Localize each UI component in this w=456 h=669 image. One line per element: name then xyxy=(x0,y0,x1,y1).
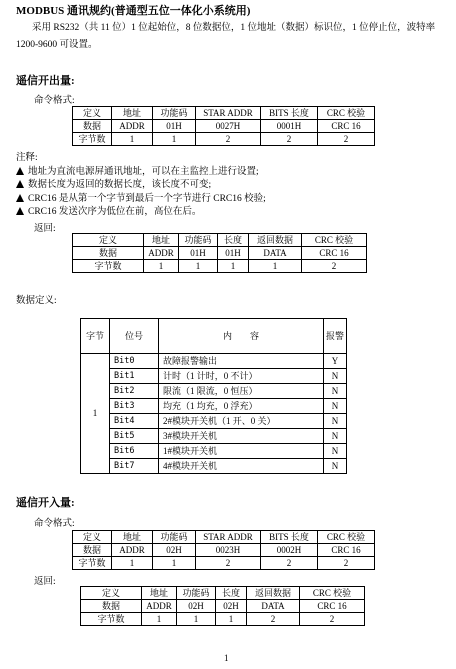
bit-cell: Bit2 xyxy=(110,384,159,399)
section1-command-label: 命令格式: xyxy=(34,96,75,106)
table-cell: STAR ADDR xyxy=(196,107,261,120)
notes-label: 注释: xyxy=(16,153,38,163)
content-cell: 限流（1 限流，0 恒压） xyxy=(159,384,324,399)
alarm-cell: N xyxy=(324,444,347,459)
table-header-row xyxy=(81,587,365,600)
table-cell: 01H xyxy=(218,247,249,260)
table-cell: 1 xyxy=(144,260,179,273)
section1-return-label: 返回: xyxy=(34,224,56,234)
table-cell: 2 xyxy=(302,260,367,273)
table-cell: 字节数 xyxy=(73,557,112,570)
table-row xyxy=(81,414,347,429)
byte-cell: 1 xyxy=(81,354,110,474)
note-item: 数据长度为返回的数据长度，该长度不可变; xyxy=(16,179,266,193)
content-cell: 2#模块开关机（1 开、0 关） xyxy=(159,414,324,429)
table-cell: 定义 xyxy=(73,531,112,544)
table-cell: 0027H xyxy=(196,120,261,133)
bullet-triangle-icon xyxy=(16,194,24,202)
table-cell: 02H xyxy=(177,600,216,613)
table-cell: 0001H xyxy=(261,120,318,133)
table-cell: 字节数 xyxy=(73,133,112,146)
bit-cell: Bit0 xyxy=(110,354,159,369)
table-cell: ADDR xyxy=(112,120,153,133)
table-cell: CRC 校验 xyxy=(300,587,365,600)
table-cell: 定义 xyxy=(81,587,142,600)
table-cell: 1 xyxy=(177,613,216,626)
intro-paragraph: 采用 RS232（共 11 位）1 位起始位，8 位数据位，1 位地址（数据）标识位，1 位停止位，波特率 1200-9600 可设置。 xyxy=(16,23,436,50)
alarm-cell: N xyxy=(324,399,347,414)
table-cell: 位号 xyxy=(110,319,159,354)
table-cell: ADDR xyxy=(142,600,177,613)
section2-command-label: 命令格式: xyxy=(34,519,75,529)
table-row xyxy=(81,459,347,474)
content-cell: 3#模块开关机 xyxy=(159,429,324,444)
table-cell: 定义 xyxy=(73,107,112,120)
bit-cell: Bit7 xyxy=(110,459,159,474)
table-cell: 地址 xyxy=(144,234,179,247)
table-cell: 1 xyxy=(112,557,153,570)
table-cell: 02H xyxy=(216,600,247,613)
table-cell: CRC 16 xyxy=(300,600,365,613)
alarm-cell: Y xyxy=(324,354,347,369)
table-cell: ADDR xyxy=(112,544,153,557)
table-cell: 长度 xyxy=(218,234,249,247)
table-cell: 数据 xyxy=(73,544,112,557)
table-row xyxy=(81,354,347,369)
table-cell: CRC 校验 xyxy=(302,234,367,247)
table-header-row xyxy=(81,319,347,354)
table-cell: CRC 16 xyxy=(318,544,375,557)
table-cell: 2 xyxy=(300,613,365,626)
table-cell: 地址 xyxy=(112,531,153,544)
table-cell: 数据 xyxy=(81,600,142,613)
note-item: CRC16 是从第一个字节到最后一个字节进行 CRC16 校验; xyxy=(16,193,266,207)
table-cell: BITS 长度 xyxy=(261,107,318,120)
table-cell: 字节 xyxy=(81,319,110,354)
table-cell: ADDR xyxy=(144,247,179,260)
page-number: 1 xyxy=(224,653,229,663)
table-header-row xyxy=(73,531,375,544)
table-cell: 2 xyxy=(196,557,261,570)
table-cell: DATA xyxy=(247,600,300,613)
content-cell: 1#模块开关机 xyxy=(159,444,324,459)
alarm-cell: N xyxy=(324,414,347,429)
section2-command-table xyxy=(72,530,375,570)
table-row xyxy=(81,600,365,613)
table-cell: BITS 长度 xyxy=(261,531,318,544)
table-cell: 2 xyxy=(318,133,375,146)
alarm-cell: N xyxy=(324,369,347,384)
alarm-cell: N xyxy=(324,384,347,399)
table-row xyxy=(73,260,367,273)
table-cell: 内 容 xyxy=(159,319,324,354)
bullet-triangle-icon xyxy=(16,180,24,188)
bullet-triangle-icon xyxy=(16,207,24,215)
table-cell: 1 xyxy=(153,557,196,570)
table-row xyxy=(73,133,375,146)
bit-cell: Bit1 xyxy=(110,369,159,384)
table-cell: 返回数据 xyxy=(249,234,302,247)
section1-heading: 遥信开出量: xyxy=(16,75,75,87)
table-cell: 功能码 xyxy=(153,107,196,120)
table-row xyxy=(81,613,365,626)
table-cell: CRC 校验 xyxy=(318,107,375,120)
table-cell: 功能码 xyxy=(179,234,218,247)
section1-command-table xyxy=(72,106,375,146)
bit-cell: Bit5 xyxy=(110,429,159,444)
table-header-row xyxy=(73,234,367,247)
alarm-cell: N xyxy=(324,459,347,474)
section1-return-table xyxy=(72,233,367,273)
table-row xyxy=(81,444,347,459)
table-row xyxy=(73,247,367,260)
table-cell: 定义 xyxy=(73,234,144,247)
table-cell: 01H xyxy=(179,247,218,260)
bullet-triangle-icon xyxy=(16,167,24,175)
table-row xyxy=(81,429,347,444)
table-cell: 功能码 xyxy=(153,531,196,544)
table-row xyxy=(81,369,347,384)
table-cell: 1 xyxy=(112,133,153,146)
notes-block xyxy=(16,152,266,220)
table-cell: 功能码 xyxy=(177,587,216,600)
table-cell: 0023H xyxy=(196,544,261,557)
content-cell: 故障报警输出 xyxy=(159,354,324,369)
table-cell: CRC 16 xyxy=(318,120,375,133)
table-cell: 数据 xyxy=(73,247,144,260)
table-cell: 2 xyxy=(196,133,261,146)
table-row xyxy=(73,557,375,570)
section2-return-table xyxy=(80,586,365,626)
table-cell: STAR ADDR xyxy=(196,531,261,544)
bit-cell: Bit6 xyxy=(110,444,159,459)
table-cell: 2 xyxy=(247,613,300,626)
section2-heading: 遥信开入量: xyxy=(16,497,75,509)
table-row xyxy=(73,544,375,557)
bit-cell: Bit4 xyxy=(110,414,159,429)
table-cell: 地址 xyxy=(142,587,177,600)
content-cell: 均充（1 均充，0 浮充） xyxy=(159,399,324,414)
table-cell: DATA xyxy=(249,247,302,260)
table-cell: 1 xyxy=(179,260,218,273)
alarm-cell: N xyxy=(324,429,347,444)
document-title: MODBUS 通讯规约(普通型五位一体化小系统用) xyxy=(16,5,251,17)
table-cell: 字节数 xyxy=(81,613,142,626)
table-cell: 数据 xyxy=(73,120,112,133)
table-cell: 长度 xyxy=(216,587,247,600)
table-cell: CRC 16 xyxy=(302,247,367,260)
table-cell: 2 xyxy=(261,133,318,146)
table-cell: 返回数据 xyxy=(247,587,300,600)
table-cell: CRC 校验 xyxy=(318,531,375,544)
table-cell: 1 xyxy=(218,260,249,273)
data-definition-label: 数据定义: xyxy=(16,296,57,306)
note-item: 地址为直流电源屏通讯地址，可以在主监控上进行设置; xyxy=(16,166,266,180)
bit-cell: Bit3 xyxy=(110,399,159,414)
table-cell: 2 xyxy=(318,557,375,570)
content-cell: 4#模块开关机 xyxy=(159,459,324,474)
table-cell: 0002H xyxy=(261,544,318,557)
table-cell: 1 xyxy=(142,613,177,626)
table-cell: 1 xyxy=(216,613,247,626)
table-row xyxy=(81,399,347,414)
table-row xyxy=(73,120,375,133)
content-cell: 计时（1 计时，0 不计） xyxy=(159,369,324,384)
table-cell: 1 xyxy=(249,260,302,273)
table-header-row xyxy=(73,107,375,120)
table-cell: 2 xyxy=(261,557,318,570)
table-row xyxy=(81,384,347,399)
table-cell: 字节数 xyxy=(73,260,144,273)
section2-return-label: 返回: xyxy=(34,577,56,587)
table-cell: 地址 xyxy=(112,107,153,120)
data-definition-table xyxy=(80,318,347,474)
table-cell: 02H xyxy=(153,544,196,557)
note-item: CRC16 发送次序为低位在前，高位在后。 xyxy=(16,206,266,220)
table-cell: 01H xyxy=(153,120,196,133)
table-cell: 报警 xyxy=(324,319,347,354)
table-cell: 1 xyxy=(153,133,196,146)
